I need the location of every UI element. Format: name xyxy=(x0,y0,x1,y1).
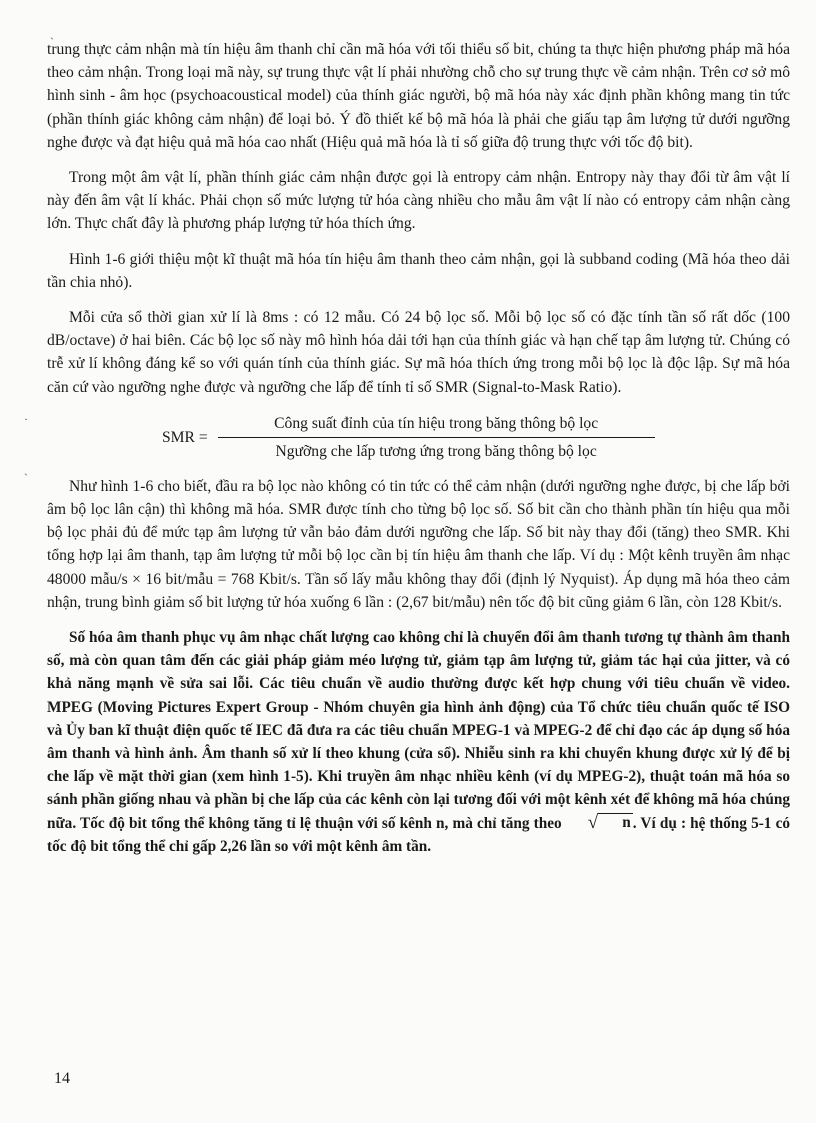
formula-numerator: Công suất đỉnh của tín hiệu trong băng thông bộ lọc xyxy=(274,415,599,433)
sqrt-argument: n xyxy=(598,813,633,832)
paragraph-3: Hình 1-6 giới thiệu một kĩ thuật mã hóa tín hiệu âm thanh theo cảm nhận, gọi là subband coding (Mã hóa theo dải tần chia nhỏ). xyxy=(47,250,790,291)
sqrt-icon: √ xyxy=(587,811,599,833)
formula-denominator: Ngưỡng che lấp tương ứng trong băng thông bộ lọc xyxy=(275,443,597,461)
page-body xyxy=(47,38,790,870)
formula-fraction xyxy=(218,412,655,463)
sqrt-expression xyxy=(566,813,633,832)
paragraph-5: Như hình 1-6 cho biết, đầu ra bộ lọc nào không có tin tức có thể cảm nhận (dưới ngưỡng nghe được, bị che lấp bởi âm bộ lọc lân cận) thì không mã hóa. SMR được tính cho từng bộ lọc số. Số bit cần cho thành phần tín hiệu qua mỗi bộ lọc phải đủ để mức tạp âm lượng tử vẫn bảo đảm dưới ngưỡng che lấp. Số bit này thay đổi (tăng) theo SMR. Khi tổng hợp lại âm thanh, tạp âm lượng tử mỗi bộ lọc cần bị tín hiệu âm thanh che lấp. Ví dụ : Một kênh truyền âm nhạc 48000 mẫu/s × 16 bit/mẫu = 768 Kbit/s. Tần số lấy mẫu không thay đổi (định lý Nyquist). Áp dụng mã hóa theo cảm nhận, trung bình giảm số bit lượng tử hóa xuống 6 lần : (2,67 bit/mẫu) nên tốc độ bit cũng giảm 6 lần, còn 128 Kbit/s. xyxy=(47,477,790,611)
page-number: 14 xyxy=(54,1070,70,1087)
scan-speck: ˎ xyxy=(50,26,54,40)
paragraph-1: trung thực cảm nhận mà tín hiệu âm thanh chỉ cần mã hóa với tối thiểu số bit, chúng ta thực hiện phương pháp mã hóa theo cảm nhận. Trong loại mã này, sự trung thực vật lí phải nhường chỗ cho sự trung thực về cảm nhận. Trên cơ sở mô hình sinh - âm học (psychoacoustical model) của thính giác người, bộ mã hóa này xác định phần không mang tin tức (phần thính giác không cảm nhận) để loại bỏ. Ý đồ thiết kế bộ mã hóa là phải che giấu tạp âm lượng tử dưới ngưỡng nghe được và đạt hiệu quả mã hóa cao nhất (Hiệu quả mã hóa là tỉ số giữa độ trung thực với tốc độ bit). xyxy=(47,41,790,151)
paragraph-6-main: Số hóa âm thanh phục vụ âm nhạc chất lượng cao không chỉ là chuyển đổi âm thanh tương tự thành âm thanh số, mà còn quan tâm đến các giải pháp giảm méo lượng tử, giảm tạp âm lượng tử, giảm tác hại của jitter, và có khả năng mạnh về sửa sai lỗi. Các tiêu chuẩn về audio thường được kết hợp chung với tiêu chuẩn về video. MPEG (Moving Pictures Expert Group - Nhóm chuyên gia hình ảnh động) của Tổ chức tiêu chuẩn quốc tế ISO và Ủy ban kĩ thuật điện quốc tế IEC đã đưa ra các tiêu chuẩn MPEG-1 và MPEG-2 để chỉ đạo các áp dụng số hóa âm thanh và hình ảnh. Âm thanh số xử lí theo khung (cửa sổ). Nhiễu sinh ra khi chuyển khung được xử lý để bị che lấp về mặt thời gian (xem hình 1-5). Khi truyền âm nhạc nhiều kênh (ví dụ MPEG-2), thuật toán mã hóa so sánh phần giống nhau và phần bị che lấp của các kênh còn lại tương đối với một kênh xét để không mã hóa chúng nữa. Tốc độ bit tổng thể không tăng tỉ lệ thuận với số kênh n, mà chỉ tăng theo xyxy=(47,629,790,832)
scan-speck: ˎ xyxy=(24,462,28,476)
paragraph-6-tail: . Ví dụ : hệ thống 5-1 có tốc độ bit tổng thể chỉ gấp 2,26 lần so với một kênh âm tần. xyxy=(47,814,791,855)
formula-lhs: SMR = xyxy=(162,429,208,447)
scan-speck: · xyxy=(24,412,28,426)
paragraph-2: Trong một âm vật lí, phần thính giác cảm nhận được gọi là entropy cảm nhận. Entropy này thay đổi từ âm vật lí này đến âm vật lí khác. Phải chọn số mức lượng tử hóa càng nhiều cho mẫu âm vật lí nào có entropy cảm nhận càng lớn. Thực chất đây là phương pháp lượng tử hóa thích ứng. xyxy=(47,169,790,233)
smr-formula xyxy=(162,411,790,465)
paragraph-6 xyxy=(47,626,790,858)
paragraph-4: Mỗi cửa sổ thời gian xử lí là 8ms : có 12 mẫu. Có 24 bộ lọc số. Mỗi bộ lọc số có đặc tính tần số rất dốc (100 dB/octave) ở hai biên. Các bộ lọc số này mô hình hóa dải tới hạn của thính giác và hạn chế tạp âm lượng tử. Chúng có trễ xử lí không đáng kể so với quán tính của thính giác. Sự mã hóa thích ứng trong mỗi bộ lọc là độc lập. Sự mã hóa căn cứ vào ngưỡng nghe được và ngưỡng che lấp để tính tỉ số SMR (Signal-to-Mask Ratio). xyxy=(47,309,790,396)
